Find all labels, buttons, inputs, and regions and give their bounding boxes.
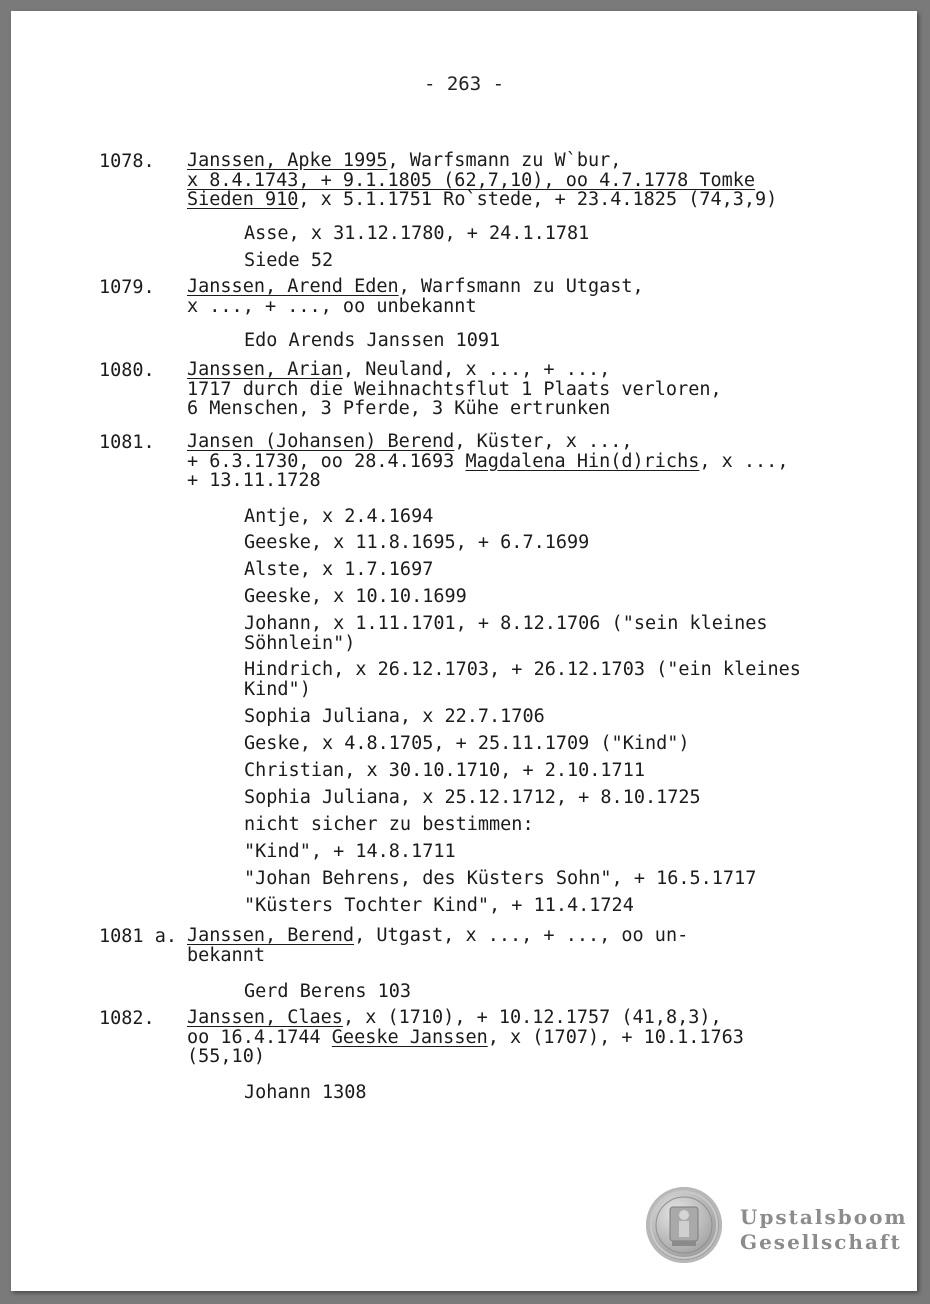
logo-line-2: Gesellschaft	[740, 1230, 902, 1254]
child-line: Sophia Juliana, x 25.12.1712, + 8.10.1725	[244, 787, 701, 808]
child-line: Geeske, x 11.8.1695, + 6.7.1699	[244, 532, 590, 553]
spouse-name: Geeske Janssen	[331, 1026, 488, 1048]
person-name: Janssen, Apke 1995	[187, 150, 388, 171]
person-name: Janssen, Claes	[187, 1007, 343, 1028]
child-line: "Kind", + 14.8.1711	[244, 841, 456, 862]
child-line: Gerd Berens 103	[244, 981, 412, 1002]
person-name: Jansen (Johansen) Berend	[187, 431, 455, 452]
person-name: Janssen, Berend	[187, 925, 355, 946]
dates-text: x 8.4.1743, + 9.1.1805 (62,7,10), oo 4.7.1778	[187, 169, 700, 191]
child-line: Johann, x 1.11.1701, + 8.12.1706 ("sein kleines Söhnlein")	[244, 613, 768, 654]
society-logo-text	[740, 1205, 908, 1255]
child-line: Alste, x 1.7.1697	[244, 559, 434, 580]
entry-text: Janssen, Arian, Neuland, x ..., + ..., 1717 durch die Weihnachtsflut 1 Plaats verloren, 6 Menschen, 3 Pferde, 3 Kühe ertrunken	[187, 359, 722, 419]
entry-text: Janssen, Apke 1995, Warfsmann zu W`bur, x 8.4.1743, + 9.1.1805 (62,7,10), oo 4.7.1778 Tomke Sieden 910, x 5.1.1751 Ro`stede, + 23.4.1825 (74,3,9)	[187, 150, 778, 210]
entry-number: 1082.	[99, 1008, 155, 1029]
child-line: Sophia Juliana, x 22.7.1706	[244, 706, 545, 727]
spouse-name: Sieden 910	[187, 189, 299, 210]
child-line: Johann 1308	[244, 1082, 367, 1103]
person-name: Janssen, Arian	[187, 359, 343, 380]
spouse-name: Tomke	[699, 169, 756, 191]
entry-number: 1081.	[99, 432, 155, 453]
child-line: Geeske, x 10.10.1699	[244, 586, 467, 607]
child-line: nicht sicher zu bestimmen:	[244, 814, 534, 835]
spouse-name: Magdalena Hin(d)richs	[465, 450, 700, 472]
child-line: Asse, x 31.12.1780, + 24.1.1781	[244, 223, 590, 244]
child-line: "Johan Behrens, des Küsters Sohn", + 16.5.1717	[244, 868, 757, 889]
person-name: Janssen, Arend Eden	[187, 276, 399, 297]
society-seal-icon	[646, 1187, 722, 1263]
page-number: - 263 -	[423, 73, 505, 95]
entry-text: Janssen, Claes, x (1710), + 10.12.1757 (41,8,3), oo 16.4.1744 Geeske Janssen, x (1707), + 10.1.1763 (55,10)	[187, 1007, 744, 1067]
entry-text: Jansen (Johansen) Berend, Küster, x ..., + 6.3.1730, oo 28.4.1693 Magdalena Hin(d)richs, x ..., + 13.11.1728	[187, 431, 789, 491]
logo-line-1: Upstalsboom	[740, 1205, 908, 1229]
document-page	[11, 11, 917, 1291]
child-line: "Küsters Tochter Kind", + 11.4.1724	[244, 895, 634, 916]
entry-text: Janssen, Berend, Utgast, x ..., + ..., oo un- bekannt	[187, 925, 689, 966]
child-line: Edo Arends Janssen 1091	[244, 330, 501, 351]
child-line: Antje, x 2.4.1694	[244, 506, 434, 527]
entry-number: 1081 a.	[99, 926, 177, 947]
entry-number: 1078.	[99, 151, 155, 172]
child-line: Siede 52	[244, 250, 334, 271]
entry-number: 1080.	[99, 360, 155, 381]
entry-text: Janssen, Arend Eden, Warfsmann zu Utgast, x ..., + ..., oo unbekannt	[187, 276, 644, 317]
child-line: Hindrich, x 26.12.1703, + 26.12.1703 ("ein kleines Kind")	[244, 659, 801, 700]
child-line: Christian, x 30.10.1710, + 2.10.1711	[244, 760, 645, 781]
child-line: Geske, x 4.8.1705, + 25.11.1709 ("Kind")	[244, 733, 690, 754]
entry-number: 1079.	[99, 277, 155, 298]
